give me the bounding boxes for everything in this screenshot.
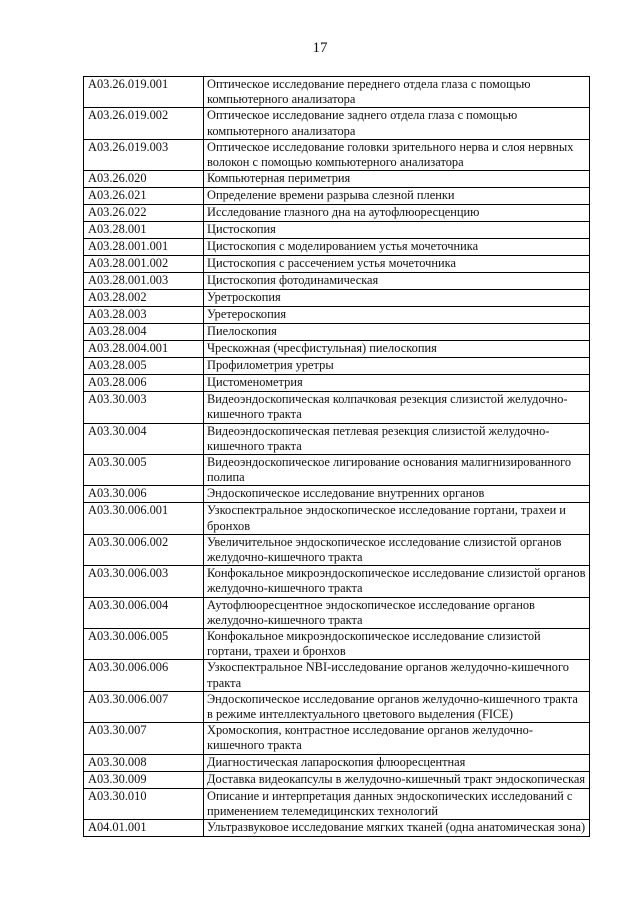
service-code: A03.28.005	[84, 358, 204, 375]
service-code: A03.26.019.003	[84, 139, 204, 170]
service-name: Компьютерная периметрия	[204, 171, 590, 188]
service-code: A03.28.001.001	[84, 239, 204, 256]
service-code: A03.30.008	[84, 754, 204, 771]
service-name: Оптическое исследование переднего отдела глаза с помощью компьютерного анализатора	[204, 77, 590, 108]
service-code: A03.28.001	[84, 222, 204, 239]
service-code: A03.30.006.003	[84, 566, 204, 597]
service-name: Узкоспектральное NBI-исследование органов желудочно-кишечного тракта	[204, 660, 590, 691]
service-code: A03.30.006.004	[84, 597, 204, 628]
service-code: A03.28.002	[84, 290, 204, 307]
service-code: A03.28.004.001	[84, 341, 204, 358]
service-name: Цистоскопия фотодинамическая	[204, 273, 590, 290]
service-name: Узкоспектральное эндоскопическое исследование гортани, трахеи и бронхов	[204, 503, 590, 534]
table-row	[84, 77, 590, 108]
service-name: Видеоэндоскопическая петлевая резекция слизистой желудочно-кишечного тракта	[204, 423, 590, 454]
table-row	[84, 455, 590, 486]
service-code: A03.30.003	[84, 392, 204, 423]
service-name: Увеличительное эндоскопическое исследование слизистой органов желудочно-кишечного тракта	[204, 534, 590, 565]
table-row	[84, 691, 590, 722]
services-table	[83, 76, 590, 837]
service-code: A03.28.003	[84, 307, 204, 324]
service-code: A03.26.021	[84, 188, 204, 205]
service-code: A03.30.006.006	[84, 660, 204, 691]
service-name: Цистоскопия с рассечением устья мочеточника	[204, 256, 590, 273]
service-name: Цистоскопия	[204, 222, 590, 239]
table-row	[84, 534, 590, 565]
service-code: A03.30.010	[84, 788, 204, 819]
service-name: Хромоскопия, контрастное исследование органов желудочно-кишечного тракта	[204, 723, 590, 754]
service-name: Пиелоскопия	[204, 324, 590, 341]
service-name: Аутофлюоресцентное эндоскопическое исследование органов желудочно-кишечного тракта	[204, 597, 590, 628]
service-name: Эндоскопическое исследование органов желудочно-кишечного тракта в режиме интеллектуального цветового выделения (FICE)	[204, 691, 590, 722]
service-code: A03.30.005	[84, 455, 204, 486]
service-code: A03.30.006.005	[84, 629, 204, 660]
service-code: A03.30.006.002	[84, 534, 204, 565]
service-name: Видеоэндоскопическое лигирование основания малигнизированного полипа	[204, 455, 590, 486]
service-code: A03.28.001.003	[84, 273, 204, 290]
service-name: Уретероскопия	[204, 307, 590, 324]
table-row	[84, 290, 590, 307]
service-code: A04.01.001	[84, 820, 204, 837]
table-row	[84, 205, 590, 222]
service-name: Конфокальное микроэндоскопическое исследование слизистой гортани, трахеи и бронхов	[204, 629, 590, 660]
service-name: Чрескожная (чресфистульная) пиелоскопия	[204, 341, 590, 358]
table-row	[84, 597, 590, 628]
table-row	[84, 754, 590, 771]
service-name: Оптическое исследование головки зрительного нерва и слоя нервных волокон с помощью компьютерного анализатора	[204, 139, 590, 170]
table-row	[84, 660, 590, 691]
service-name: Цистоменометрия	[204, 375, 590, 392]
table-row	[84, 771, 590, 788]
table-row	[84, 723, 590, 754]
table-row	[84, 108, 590, 139]
service-name: Описание и интерпретация данных эндоскопических исследований с применением телемедицинских технологий	[204, 788, 590, 819]
table-row	[84, 375, 590, 392]
table-row	[84, 503, 590, 534]
service-name: Ультразвуковое исследование мягких тканей (одна анатомическая зона)	[204, 820, 590, 837]
service-code: A03.26.020	[84, 171, 204, 188]
service-name: Исследование глазного дна на аутофлюоресценцию	[204, 205, 590, 222]
table-row	[84, 171, 590, 188]
service-name: Видеоэндоскопическая колпачковая резекция слизистой желудочно-кишечного тракта	[204, 392, 590, 423]
service-name: Конфокальное микроэндоскопическое исследование слизистой органов желудочно-кишечного тракта	[204, 566, 590, 597]
service-code: A03.28.001.002	[84, 256, 204, 273]
table-row	[84, 256, 590, 273]
table-row	[84, 139, 590, 170]
service-code: A03.28.004	[84, 324, 204, 341]
service-code: A03.26.019.002	[84, 108, 204, 139]
service-code: A03.30.006	[84, 486, 204, 503]
service-code: A03.30.007	[84, 723, 204, 754]
service-name: Доставка видеокапсулы в желудочно-кишечный тракт эндоскопическая	[204, 771, 590, 788]
table-row	[84, 188, 590, 205]
table-row	[84, 222, 590, 239]
page-number: 17	[312, 40, 328, 56]
table-row	[84, 423, 590, 454]
service-name: Цистоскопия с моделированием устья мочеточника	[204, 239, 590, 256]
table-row	[84, 629, 590, 660]
service-name: Профилометрия уретры	[204, 358, 590, 375]
table-row	[84, 239, 590, 256]
table-row	[84, 820, 590, 837]
table-row	[84, 392, 590, 423]
table-row	[84, 788, 590, 819]
table-row	[84, 486, 590, 503]
service-code: A03.26.022	[84, 205, 204, 222]
service-name: Определение времени разрыва слезной пленки	[204, 188, 590, 205]
table-row	[84, 324, 590, 341]
service-name: Оптическое исследование заднего отдела глаза с помощью компьютерного анализатора	[204, 108, 590, 139]
service-code: A03.26.019.001	[84, 77, 204, 108]
service-code: A03.30.006.001	[84, 503, 204, 534]
service-code: A03.30.009	[84, 771, 204, 788]
table-row	[84, 273, 590, 290]
service-name: Диагностическая лапароскопия флюоресцентная	[204, 754, 590, 771]
service-code: A03.28.006	[84, 375, 204, 392]
service-name: Уретроскопия	[204, 290, 590, 307]
service-code: A03.30.004	[84, 423, 204, 454]
service-name: Эндоскопическое исследование внутренних органов	[204, 486, 590, 503]
service-code: A03.30.006.007	[84, 691, 204, 722]
table-row	[84, 341, 590, 358]
table-row	[84, 358, 590, 375]
table-row	[84, 566, 590, 597]
table-row	[84, 307, 590, 324]
